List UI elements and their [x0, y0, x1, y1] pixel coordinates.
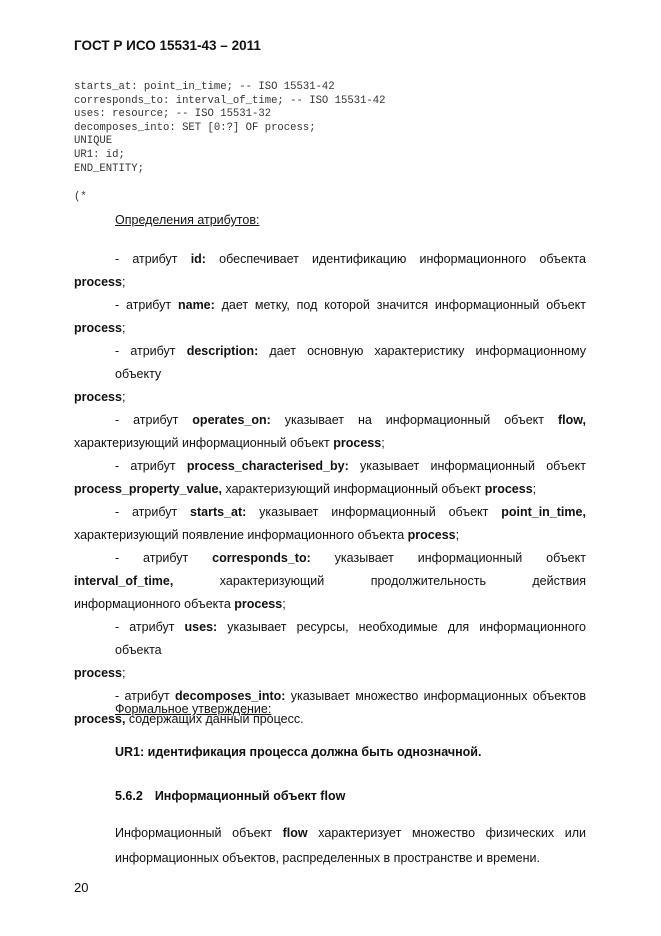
attribute-name: name: [177, 298, 215, 312]
section-title: Информационный объект flow [154, 789, 346, 803]
code-line: END_ENTITY; [74, 162, 144, 175]
code-line: decomposes_into: SET [0:?] OF process; [74, 121, 316, 134]
code-line: uses: resource; -- ISO 15531-32 [74, 108, 272, 121]
attribute-item: - атрибут operates_on: указывает на информационный объект flow, [115, 413, 586, 427]
attribute-name: process_characterised_by: [186, 459, 349, 473]
attribute-name: starts_at: [190, 505, 247, 519]
document-header: ГОСТ Р ИСО 15531-43 – 2011 [74, 38, 261, 53]
attribute-item: - атрибут process_characterised_by: указывает информационный объект [115, 459, 587, 473]
attribute-item: - атрибут corresponds_to: указывает информационный объект [115, 551, 586, 565]
comment-open: (* [74, 191, 87, 203]
code-line: UR1: id; [74, 148, 125, 161]
attribute-name: description: [186, 344, 259, 358]
attribute-name: corresponds_to: [212, 551, 311, 565]
attribute-list: - атрибут id: обеспечивает идентификацию информационного объекта process; - атрибут name: дает метку, под которой значится информационный объект process; - атрибут description: дает основную характеристику информационному объекту process; - атрибут operates_on: указывает на информационный объект flow, характеризующий информационный объект process; - атрибут process_characterised_by: указывает информационный объект process_property_value, характеризующий информационный объект process; - атрибут starts_at: указывает информационный объект point_in_time, характеризующий появление информационного объекта process; - атрибут corresponds_to: указывает информационный объект interval_of_time, характеризующий продолжительность действия информационного объекта process; - атрибут uses: указывает ресурсы, необходимые для информационного объекта process; - атрибут decomposes_into: указывает множество информационных объектов process, содержащих данный процесс. [74, 248, 586, 731]
section-heading [115, 789, 345, 803]
page-number: 20 [74, 880, 89, 895]
attribute-item: - атрибут id: обеспечивает идентификацию информационного объекта [115, 252, 586, 266]
section-intro: Информационный объект flow характеризует множество физических или информационных объектов, распределенных в пространстве и времени. [115, 826, 586, 865]
attribute-item: - атрибут uses: указывает ресурсы, необходимые для информационного объекта [115, 620, 586, 657]
attribute-item: - атрибут description: дает основную характеристику информационному объекту [115, 344, 586, 381]
section-number: 5.6.2 [115, 789, 143, 803]
attribute-item: - атрибут name: дает метку, под которой значится информационный объект [115, 298, 587, 312]
attribute-item: - атрибут decomposes_into: указывает множество информационных объектов [115, 689, 586, 703]
express-code-block [74, 81, 386, 176]
formal-heading: Формальное утверждение: [115, 702, 272, 716]
attribute-item: - атрибут starts_at: указывает информационный объект point_in_time, [115, 505, 586, 519]
unique-rule: UR1: идентификация процесса должна быть однозначной. [115, 745, 482, 759]
attribute-name: decomposes_into: [174, 689, 286, 703]
attribute-name: uses: [184, 620, 218, 634]
code-line: starts_at: point_in_time; -- ISO 15531-42 [74, 81, 335, 93]
code-line: UNIQUE [74, 135, 113, 148]
definitions-heading: Определения атрибутов: [115, 213, 260, 227]
code-line: corresponds_to: interval_of_time; -- ISO 15531-42 [74, 94, 386, 107]
attribute-name: id: [190, 252, 206, 266]
attribute-name: operates_on: [192, 413, 271, 427]
